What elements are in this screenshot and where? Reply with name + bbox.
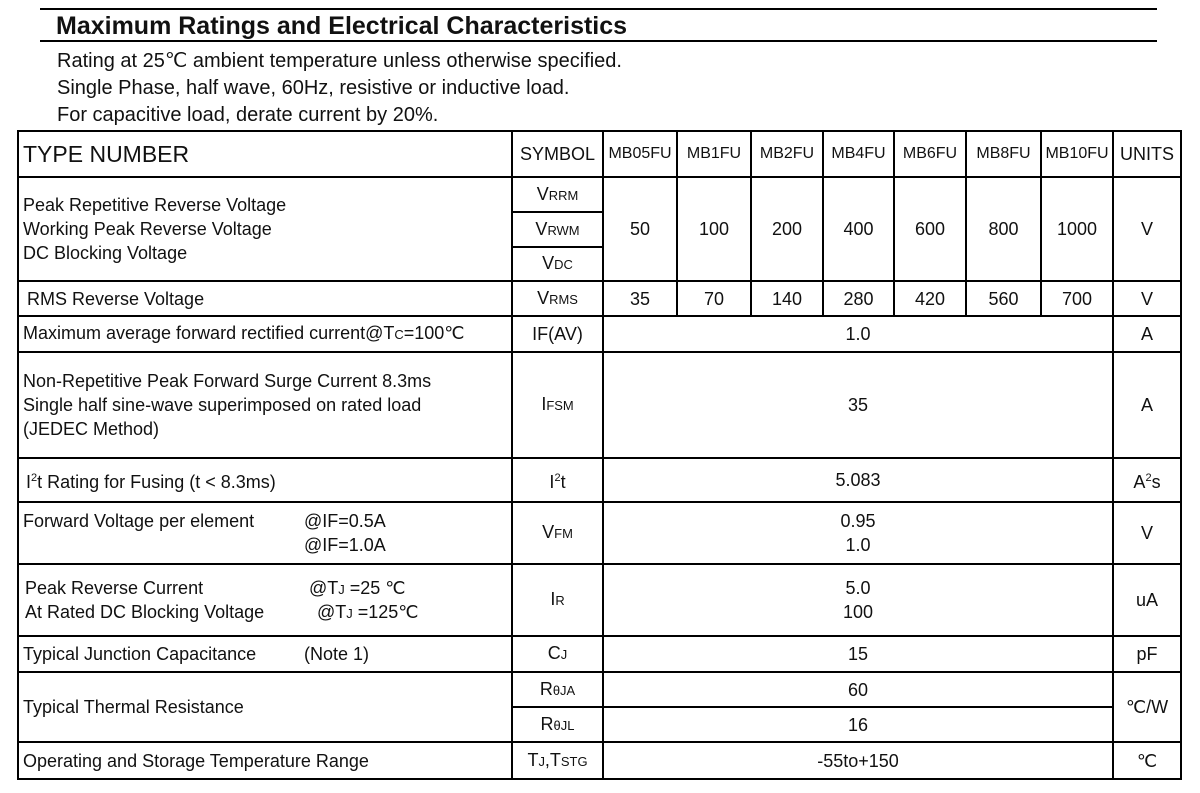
model-header: MB05FU <box>603 131 677 177</box>
table-row <box>18 636 1181 672</box>
model-header: MB4FU <box>823 131 894 177</box>
symbol-sub: RWM <box>547 222 580 238</box>
model-header: MB6FU <box>894 131 966 177</box>
table-row <box>18 316 1181 352</box>
symbol-cell <box>512 177 603 212</box>
unit-cell: pF <box>1113 636 1181 672</box>
i2t-label: $I^2t$ Rating for Fusing (t < 8.3ms) <box>18 458 512 502</box>
rating-notes <box>57 48 622 129</box>
model-header: MB2FU <box>751 131 823 177</box>
symbol-main: V <box>537 287 550 308</box>
symbol-cell <box>512 564 603 636</box>
value-cell: 400 <box>823 177 894 281</box>
ratings-table <box>17 130 1182 780</box>
table-row <box>18 502 1181 564</box>
symbol-main: V <box>542 253 555 273</box>
symbol-cell <box>512 352 603 458</box>
value-line: 1.0 <box>845 535 871 555</box>
temperature-label: Operating and Storage Temperature Range <box>18 742 512 779</box>
symbol-main: V <box>542 522 555 542</box>
units-header: UNITS <box>1113 131 1181 177</box>
surge-description <box>18 352 512 458</box>
avg-current-label: Maximum average forward rectified current@TC=100℃ <box>18 316 512 352</box>
symbol-cell: $I^2t$ <box>512 458 603 502</box>
symbol-sub: θJA <box>552 682 576 698</box>
symbol-cell <box>512 707 603 742</box>
model-header: MB8FU <box>966 131 1041 177</box>
value-line: 5.0 <box>845 578 871 598</box>
value-cell: 50 <box>603 177 677 281</box>
symbol-cell <box>512 672 603 707</box>
symbol-sub: J <box>560 647 568 662</box>
symbol-cell <box>512 281 603 316</box>
value-cell: 800 <box>966 177 1041 281</box>
capacitance-label <box>18 636 512 672</box>
row-label: At Rated DC Blocking Voltage <box>25 602 265 622</box>
row-label: Single half sine-wave superimposed on rated load <box>23 395 422 415</box>
unit-cell: ℃ <box>1113 742 1181 779</box>
condition-label: @IF=0.5A <box>304 511 386 531</box>
page-title: Maximum Ratings and Electrical Characteristics <box>56 12 628 40</box>
value-cell: 700 <box>1041 281 1113 316</box>
symbol-sub: DC <box>554 257 573 272</box>
symbol-main: V <box>535 218 548 239</box>
symbol-sub: R <box>555 593 565 608</box>
unit-cell: V <box>1113 502 1181 564</box>
value-cell <box>603 502 1113 564</box>
model-header: MB10FU <box>1041 131 1113 177</box>
value-cell: 200 <box>751 177 823 281</box>
note-line: Single Phase, half wave, 60Hz, resistive or inductive load. <box>57 77 570 99</box>
value-cell: 15 <box>603 636 1113 672</box>
value-cell: 560 <box>966 281 1041 316</box>
condition-label: @TJ =25 ℃ <box>309 578 406 598</box>
row-label: Forward Voltage per element <box>23 511 255 531</box>
table-row <box>18 177 1181 212</box>
symbol-sub: θJL <box>553 717 575 733</box>
symbol-sub: RRM <box>548 187 579 203</box>
value-cell: 1.0 <box>603 316 1113 352</box>
row-label: Peak Reverse Current <box>25 578 204 598</box>
row-label: Typical Junction Capacitance <box>23 644 257 664</box>
unit-cell: ℃/W <box>1113 672 1181 742</box>
note-label: (Note 1) <box>304 644 370 664</box>
value-cell: 35 <box>603 352 1113 458</box>
forward-voltage-description <box>18 502 512 564</box>
symbol-cell: IF(AV) <box>512 316 603 352</box>
thermal-label: Typical Thermal Resistance <box>18 672 512 742</box>
unit-cell: uA <box>1113 564 1181 636</box>
unit-cell: V <box>1113 177 1181 281</box>
value-line: 100 <box>842 602 874 622</box>
unit-cell: A <box>1113 316 1181 352</box>
value-cell: -55to+150 <box>603 742 1113 779</box>
table-row <box>18 564 1181 636</box>
symbol-sub: FSM <box>546 398 574 413</box>
reverse-current-description <box>18 564 512 636</box>
table-row <box>18 742 1181 779</box>
value-cell: 1000 <box>1041 177 1113 281</box>
row-label: Non-Repetitive Peak Forward Surge Current 8.3ms <box>23 371 432 391</box>
title-bar <box>40 8 1157 42</box>
value-cell: 5.083 <box>603 458 1113 502</box>
row-label: Working Peak Reverse Voltage <box>23 219 272 239</box>
rms-label: RMS Reverse Voltage <box>18 281 512 316</box>
symbol-cell <box>512 212 603 247</box>
unit-cell: V <box>1113 281 1181 316</box>
table-row <box>18 458 1181 502</box>
row-label: (JEDEC Method) <box>23 419 160 439</box>
table-row <box>18 672 1181 707</box>
value-cell: 16 <box>603 707 1113 742</box>
model-header: MB1FU <box>677 131 751 177</box>
symbol-cell: TJ,TSTG <box>512 742 603 779</box>
unit-cell: $A^2s$ <box>1113 458 1181 502</box>
symbol-main: R <box>539 678 553 699</box>
symbol-cell <box>512 247 603 281</box>
symbol-main: R <box>540 713 554 734</box>
value-line: 0.95 <box>840 511 876 531</box>
condition-label: @IF=1.0A <box>304 535 386 555</box>
unit-cell: A <box>1113 352 1181 458</box>
value-cell <box>603 564 1113 636</box>
symbol-main: I <box>550 589 556 609</box>
header-row <box>18 131 1181 177</box>
value-cell: 35 <box>603 281 677 316</box>
value-cell: 140 <box>751 281 823 316</box>
note-line: Rating at 25℃ ambient temperature unless otherwise specified. <box>57 50 622 72</box>
row-label: Peak Repetitive Reverse Voltage <box>23 195 287 215</box>
symbol-main: C <box>547 643 561 663</box>
symbol-cell <box>512 502 603 564</box>
value-cell: 70 <box>677 281 751 316</box>
value-cell: 60 <box>603 672 1113 707</box>
value-cell: 420 <box>894 281 966 316</box>
type-number-header: TYPE NUMBER <box>18 131 512 177</box>
row-label: DC Blocking Voltage <box>23 243 188 263</box>
value-cell: 280 <box>823 281 894 316</box>
symbol-main: V <box>536 183 549 204</box>
voltage-description <box>18 177 512 281</box>
value-cell: 100 <box>677 177 751 281</box>
symbol-header: SYMBOL <box>512 131 603 177</box>
symbol-sub: FM <box>554 526 573 541</box>
symbol-cell <box>512 636 603 672</box>
note-line: For capacitive load, derate current by 20%. <box>57 104 439 126</box>
condition-label: @TJ =125℃ <box>317 602 419 622</box>
value-cell: 600 <box>894 177 966 281</box>
table-row <box>18 281 1181 316</box>
symbol-main: I <box>541 394 547 414</box>
symbol-sub: RMS <box>549 291 578 307</box>
table-row <box>18 352 1181 458</box>
